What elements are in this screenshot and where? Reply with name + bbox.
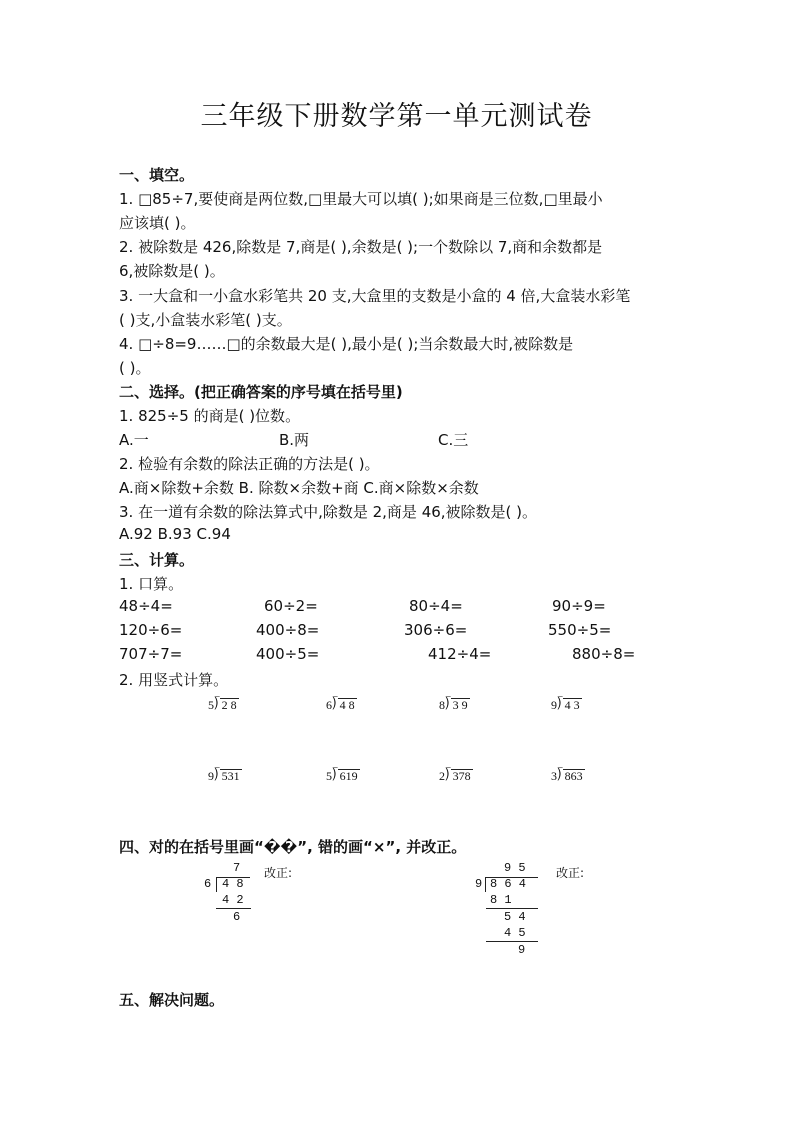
oral-item: 400÷8= [256, 621, 320, 639]
dividend: 4 3 [564, 698, 580, 712]
dividend: 863 [564, 769, 583, 783]
quotient: 9 5 [504, 861, 526, 875]
dividend: 4 8 [339, 698, 355, 712]
page-title: 三年级下册数学第一单元测试卷 [200, 101, 593, 132]
dividend: 8 6 4 [490, 877, 527, 891]
choice-options-2: A.商×除数+余数 B. 除数×余数+商 C.商×除数×余数 [119, 479, 479, 497]
dividend: 619 [339, 769, 358, 783]
choice-question-1: 1. 825÷5 的商是( )位数。 [119, 407, 301, 425]
divisor: 8 [439, 698, 445, 712]
oral-item: 306÷6= [404, 621, 468, 639]
fill-line: 6,被除数是( )。 [119, 262, 225, 280]
fill-line: 1. □85÷7,要使商是两位数,□里最大可以填( );如果商是三位数,□里最小 [119, 190, 603, 208]
correction-label: 改正: [264, 866, 293, 880]
oral-item: 550÷5= [548, 621, 612, 639]
divisor: 9 [551, 698, 557, 712]
divisor: 9 [208, 769, 214, 783]
fill-line: ( )。 [119, 359, 151, 377]
fill-line: ( )支,小盒装水彩笔( )支。 [119, 311, 292, 329]
choice-options-3: A.92 B.93 C.94 [119, 525, 231, 543]
section-choice-heading: 二、选择。(把正确答案的序号填在括号里) [119, 383, 403, 401]
dividend: 378 [452, 769, 471, 783]
long-division-problem: 9⟌ 4 3 [551, 698, 580, 713]
product: 4 2 [222, 893, 244, 907]
divisor: 9 [475, 877, 483, 891]
oral-item: 80÷4= [409, 597, 463, 615]
partial-dividend: 5 4 [504, 910, 526, 924]
divisor: 5 [326, 769, 332, 783]
choice-option: A.一 [119, 431, 149, 449]
oral-item: 400÷5= [256, 645, 320, 663]
fill-line: 应该填( )。 [119, 214, 196, 232]
product: 8 1 [490, 893, 512, 907]
choice-option: B.两 [279, 431, 310, 449]
long-division-problem: 5⟌ 2 8 [208, 698, 237, 713]
section-calc-heading: 三、计算。 [119, 551, 195, 569]
oral-heading: 1. 口算。 [119, 575, 184, 593]
section-judge-heading: 四、对的在括号里画“��”, 错的画“×”, 并改正。 [119, 838, 467, 856]
choice-question-3: 3. 在一道有余数的除法算式中,除数是 2,商是 46,被除数是( )。 [119, 503, 538, 521]
fill-line: 2. 被除数是 426,除数是 7,商是( ),余数是( );一个数除以 7,商和余数都是 [119, 238, 603, 256]
divisor: 2 [439, 769, 445, 783]
long-division-problem: 8⟌ 3 9 [439, 698, 468, 713]
vertical-heading: 2. 用竖式计算。 [119, 671, 229, 689]
divisor: 6 [326, 698, 332, 712]
oral-item: 412÷4= [428, 645, 492, 663]
dividend: 531 [221, 769, 240, 783]
oral-item: 120÷6= [119, 621, 183, 639]
long-division-problem: 3⟌ 863 [551, 769, 583, 784]
correction-label: 改正: [556, 866, 585, 880]
section-solve-heading: 五、解决问题。 [119, 991, 225, 1009]
choice-question-2: 2. 检验有余数的除法正确的方法是( )。 [119, 455, 380, 473]
dividend: 4 8 [222, 877, 244, 891]
long-division-problem: 2⟌ 378 [439, 769, 471, 784]
division-bracket [216, 877, 217, 892]
divisor: 3 [551, 769, 557, 783]
oral-item: 48÷4= [119, 597, 173, 615]
subtraction-line [486, 908, 538, 909]
oral-item: 880÷8= [572, 645, 636, 663]
choice-option: C.三 [438, 431, 469, 449]
dividend: 2 8 [221, 698, 237, 712]
quotient: 7 [233, 861, 241, 875]
oral-item: 60÷2= [264, 597, 318, 615]
remainder: 6 [233, 910, 241, 924]
subtraction-line [216, 908, 251, 909]
divisor: 5 [208, 698, 214, 712]
oral-item: 90÷9= [552, 597, 606, 615]
divisor: 6 [204, 877, 212, 891]
fill-line: 3. 一大盒和一小盒水彩笔共 20 支,大盒里的支数是小盒的 4 倍,大盒装水彩笔 [119, 287, 631, 305]
oral-item: 707÷7= [119, 645, 183, 663]
dividend: 3 9 [452, 698, 468, 712]
long-division-problem: 6⟌ 4 8 [326, 698, 355, 713]
long-division-problem: 5⟌ 619 [326, 769, 358, 784]
remainder: 9 [518, 943, 526, 957]
product: 4 5 [504, 926, 526, 940]
division-bracket [485, 877, 486, 892]
long-division-problem: 9⟌ 531 [208, 769, 240, 784]
fill-line: 4. □÷8=9……□的余数最大是( ),最小是( );当余数最大时,被除数是 [119, 335, 574, 353]
subtraction-line [486, 941, 538, 942]
section-fill-heading: 一、填空。 [119, 166, 195, 184]
